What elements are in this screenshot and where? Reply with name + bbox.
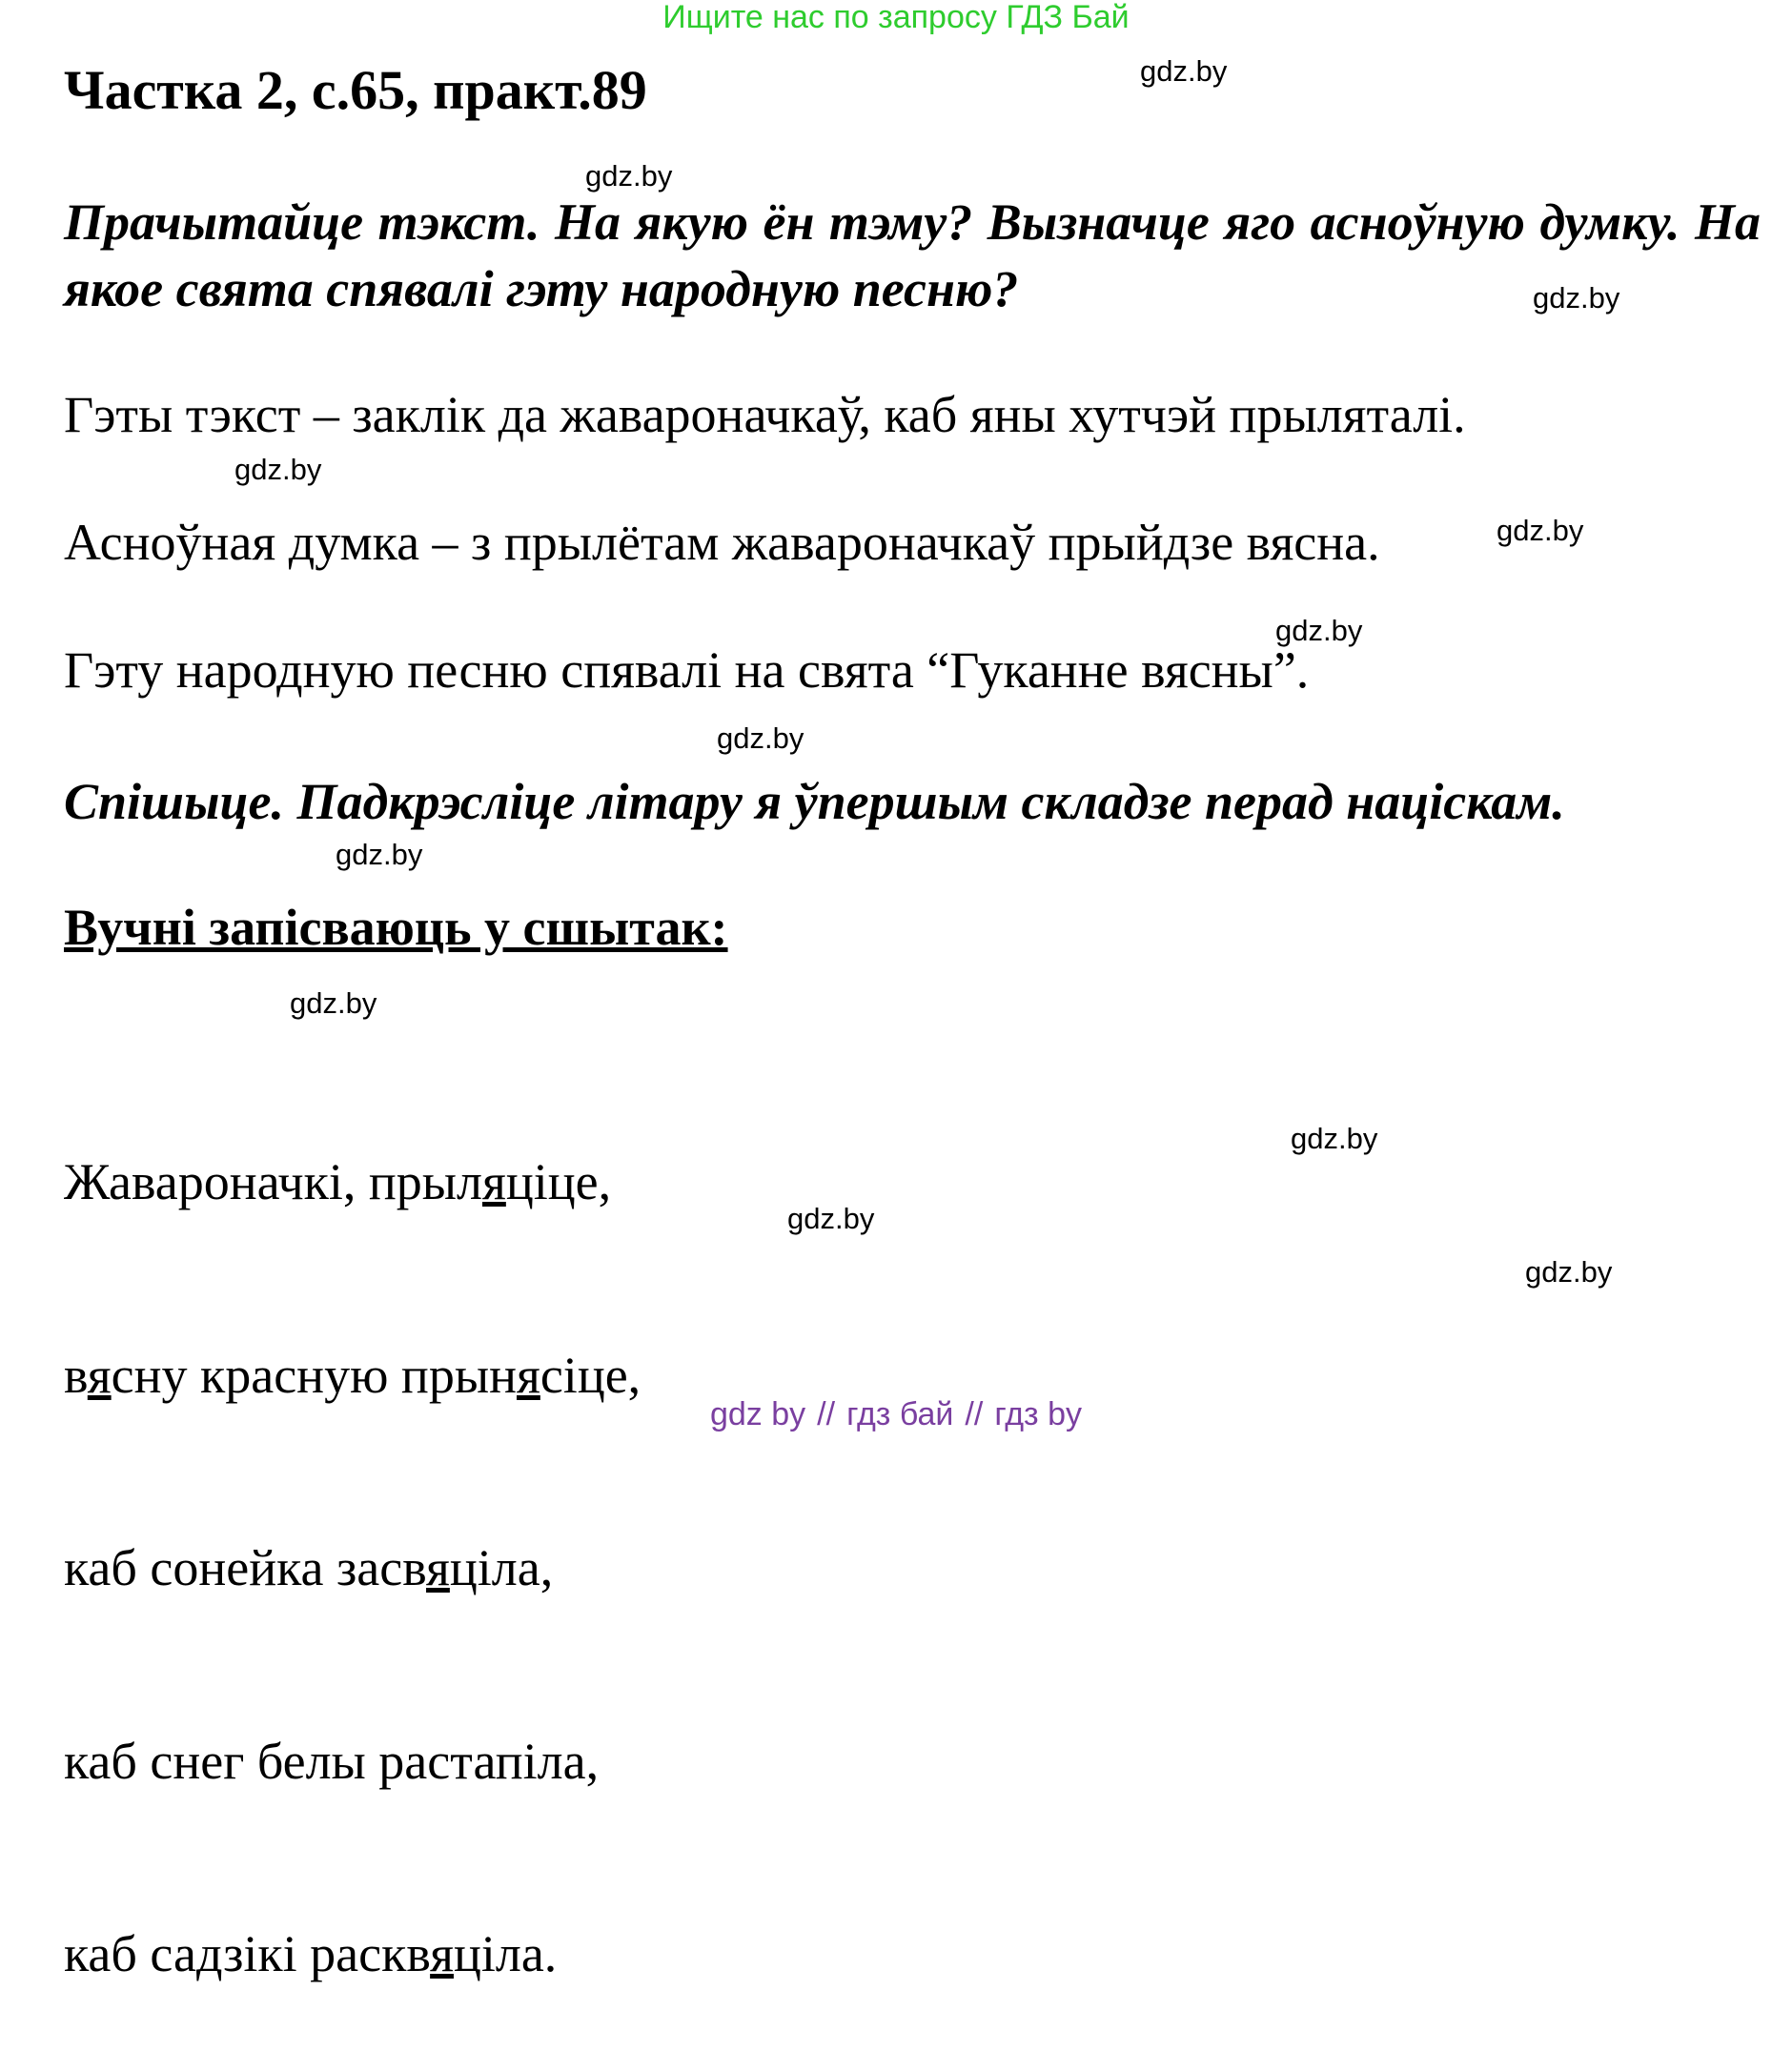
footer-link[interactable]: гдз бай [846,1396,954,1432]
watermark: gdz.by [1291,1122,1378,1155]
poem-line: каб снег белы растапіла, [64,1732,600,1790]
poem-line: каб сонейка засвяціла, [64,1539,554,1596]
watermark: gdz.by [1525,1255,1613,1289]
answer-holiday: Гэту народную песню спявалі на свята “Гуканне вясны”. [64,641,1310,699]
footer-link[interactable]: гдз by [994,1396,1082,1432]
underlined-letter: я [87,1346,112,1404]
poem-line: вясну красную прынясіце, [64,1346,641,1404]
underlined-letter: я [430,1925,454,1982]
watermark: gdz.by [585,159,673,193]
poem-line: каб садзікі расквяціла. [64,1925,558,1982]
watermark: gdz.by [1275,614,1363,647]
watermark: gdz.by [1497,514,1584,547]
task-instruction-2: Спішыце. Падкрэсліце літару я ўпершым складзе перад націскам. [64,773,1565,830]
answer-main-idea: Асноўная думка – з прылётам жавароначкаў прыйдзе вясна. [64,514,1380,571]
task-instruction-1: Прачытайце тэкст. На якую ён тэму? Вызначце яго асноўную думку. На якое свята спявалі гэту народную песню? [64,193,1761,317]
watermark: gdz.by [290,986,377,1020]
watermark: gdz.by [717,721,804,755]
watermark: gdz.by [1533,281,1620,315]
footer-separator: // [965,1396,984,1432]
watermark: gdz.by [234,453,322,486]
underlined-letter: я [482,1153,506,1210]
top-banner: Ищите нас по запросу ГДЗ Бай [662,0,1130,35]
page-title: Частка 2, с.65, практ.89 [64,59,647,121]
poem [64,1022,641,2051]
poem-line: Жавароначкі, прыляціце, [64,1153,612,1210]
footer-link[interactable]: gdz by [709,1396,806,1432]
notebook-heading: Вучні запісваюць у сшытак: [64,899,728,956]
underlined-letter: я [517,1346,540,1404]
watermark: gdz.by [1140,54,1228,88]
footer-separator: // [817,1396,836,1432]
answer-topic: Гэты тэкст – заклік да жавароначкаў, каб яны хутчэй прыляталі. [64,386,1466,443]
underlined-letter: я [426,1539,450,1596]
watermark: gdz.by [787,1202,875,1235]
watermark: gdz.by [336,838,423,871]
